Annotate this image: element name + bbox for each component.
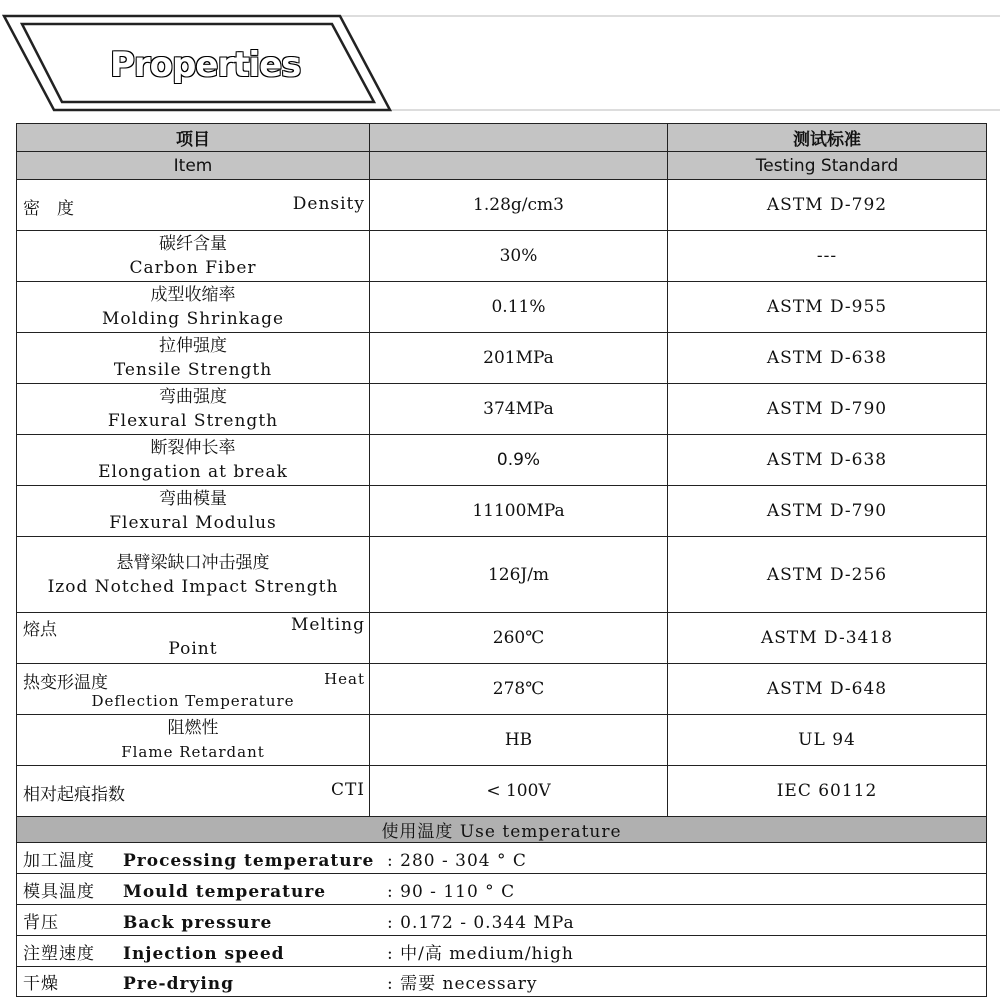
item-cell <box>17 435 370 486</box>
item-en: Flexural Strength <box>107 411 279 431</box>
process-value: : 需要 necessary <box>387 974 538 994</box>
item-en: Flame Retardant <box>121 743 265 761</box>
col-value-en <box>370 152 668 180</box>
process-en: Back pressure <box>123 912 273 933</box>
item-cn: 密 度 <box>23 199 74 219</box>
table-row <box>17 231 987 282</box>
value-cell: 201MPa <box>370 333 668 384</box>
table-row <box>17 180 987 231</box>
col-std-cn: 测试标准 <box>668 124 987 152</box>
item-cn: 弯曲强度 <box>159 387 227 407</box>
item-en: Izod Notched Impact Strength <box>47 576 339 597</box>
process-row <box>17 936 987 967</box>
value-cell: < 100V <box>370 766 668 817</box>
standard-cell: ASTM D-648 <box>668 664 987 715</box>
process-cell <box>17 843 987 874</box>
header-banner <box>0 0 1000 118</box>
process-cell <box>17 905 987 936</box>
col-item-en: Item <box>17 152 370 180</box>
value-cell: 278℃ <box>370 664 668 715</box>
table-row <box>17 282 987 333</box>
standard-cell: IEC 60112 <box>668 766 987 817</box>
standard-cell: ASTM D-790 <box>668 486 987 537</box>
item-cn: 热变形温度 <box>23 673 108 693</box>
item-en-b: Point <box>168 639 218 659</box>
standard-cell: UL 94 <box>668 715 987 766</box>
standard-cell: ASTM D-256 <box>668 537 987 613</box>
standard-cell: ASTM D-955 <box>668 282 987 333</box>
header-row-cn <box>17 124 987 152</box>
value-cell: 1.28g/cm3 <box>370 180 668 231</box>
item-cell <box>17 715 370 766</box>
process-cn: 干燥 <box>23 974 59 994</box>
table-row <box>17 766 987 817</box>
item-cell <box>17 384 370 435</box>
standard-cell: ASTM D-638 <box>668 333 987 384</box>
item-cn: 阻燃性 <box>167 718 219 738</box>
process-value: : 0.172 - 0.344 MPa <box>387 912 575 933</box>
table-row <box>17 664 987 715</box>
process-cell <box>17 967 987 997</box>
item-cell <box>17 282 370 333</box>
process-en: Processing temperature <box>123 850 375 871</box>
col-item-cn: 项目 <box>17 124 370 152</box>
process-row <box>17 967 987 997</box>
item-cn: 相对起痕指数 <box>23 785 125 805</box>
process-en: Injection speed <box>123 943 285 964</box>
properties-table <box>16 123 987 997</box>
item-en-b: Deflection Temperature <box>91 692 295 710</box>
standard-cell: --- <box>668 231 987 282</box>
table-row <box>17 613 987 664</box>
item-cell <box>17 486 370 537</box>
standard-cell: ASTM D-790 <box>668 384 987 435</box>
standard-cell: ASTM D-792 <box>668 180 987 231</box>
item-en: Elongation at break <box>98 462 288 482</box>
value-cell: 30% <box>370 231 668 282</box>
process-cn: 模具温度 <box>23 881 95 902</box>
table-row <box>17 384 987 435</box>
item-cell <box>17 180 370 231</box>
table-row <box>17 333 987 384</box>
process-value: : 280 - 304 ° C <box>387 850 527 871</box>
process-cell <box>17 936 987 967</box>
item-cell <box>17 664 370 715</box>
col-value-cn <box>370 124 668 152</box>
use-temperature-title: 使用温度 Use temperature <box>17 817 987 843</box>
item-en: Molding Shrinkage <box>101 309 285 329</box>
item-cn: 断裂伸长率 <box>150 438 236 458</box>
process-row <box>17 874 987 905</box>
table-row <box>17 486 987 537</box>
col-std-en: Testing Standard <box>668 152 987 180</box>
value-cell: 260℃ <box>370 613 668 664</box>
item-cn: 悬臂梁缺口冲击强度 <box>116 552 270 573</box>
item-en-a: Heat <box>324 670 365 688</box>
use-temperature-header-row <box>17 817 987 843</box>
value-cell: 126J/m <box>370 537 668 613</box>
item-cn: 熔点 <box>23 620 57 640</box>
table-row <box>17 435 987 486</box>
standard-cell: ASTM D-3418 <box>668 613 987 664</box>
process-cn: 加工温度 <box>23 850 95 871</box>
item-en: Tensile Strength <box>113 360 273 380</box>
item-en: CTI <box>330 780 365 800</box>
value-cell: HB <box>370 715 668 766</box>
item-en-a: Melting <box>290 615 365 635</box>
item-cn: 碳纤含量 <box>159 234 227 254</box>
process-en: Mould temperature <box>123 881 327 902</box>
item-cell <box>17 766 370 817</box>
item-cn: 弯曲模量 <box>159 489 227 509</box>
value-cell: 374MPa <box>370 384 668 435</box>
item-cell <box>17 537 370 613</box>
process-en: Pre-drying <box>123 974 235 994</box>
item-cn: 拉伸强度 <box>159 336 227 356</box>
process-cell <box>17 874 987 905</box>
process-cn: 背压 <box>23 912 59 933</box>
value-cell: 0.9% <box>370 435 668 486</box>
item-cell <box>17 231 370 282</box>
process-row <box>17 905 987 936</box>
item-cell <box>17 613 370 664</box>
page-title: Properties <box>110 45 301 85</box>
table-row <box>17 715 987 766</box>
process-value: : 90 - 110 ° C <box>387 881 516 902</box>
table-row <box>17 537 987 613</box>
item-cell <box>17 333 370 384</box>
process-row <box>17 843 987 874</box>
value-cell: 0.11% <box>370 282 668 333</box>
item-en: Carbon Fiber <box>129 258 257 278</box>
value-cell: 11100MPa <box>370 486 668 537</box>
item-cn: 成型收缩率 <box>150 285 236 305</box>
header-row-en <box>17 152 987 180</box>
process-value: : 中/高 medium/high <box>387 943 574 964</box>
process-cn: 注塑速度 <box>23 943 95 964</box>
item-en: Flexural Modulus <box>109 513 277 533</box>
standard-cell: ASTM D-638 <box>668 435 987 486</box>
item-en: Density <box>292 194 365 214</box>
